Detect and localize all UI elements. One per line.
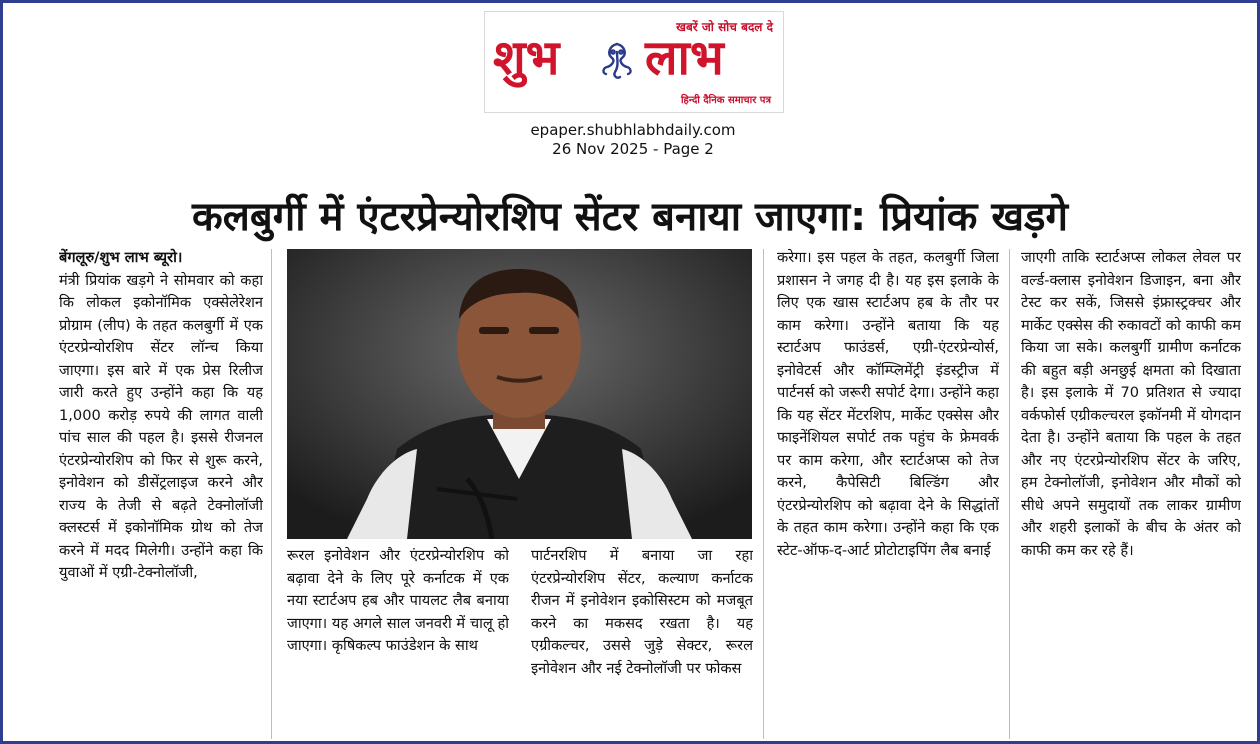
article-col1-text: मंत्री प्रियांक खड़गे ने सोमवार को कहा कि लोकल इकोनॉमिक एक्सेलेरेशन प्रोग्राम (लीप) के तहत कलबुर्गी में एक एंटरप्रेन्योरशिप सेंटर लॉन्च किया जाएगा। इस बारे में एक प्रेस रिलीज जारी करते हुए उन्होंने कहा कि यह 1,000 करोड़ रुपये की लागत वाली पांच साल की पहल है। इससे रीजनल एंटरप्रेन्योरशिप को फिर से शुरू करने, इनोवेशन को डीसेंट्रलाइज करने और राज्य के तेजी से बढ़ते टेक्नोलॉजी क्लस्टर्स में इकोनॉमिक ग्रोथ को तेज करने में मदद मिलेगी। उन्होंने कहा कि युवाओं में एग्री-टेक्नोलॉजी,: [59, 271, 263, 581]
article-col3-text: पार्टनरशिप में बनाया जा रहा एंटरप्रेन्योरशिप सेंटर, कल्याण कर्नाटक रीजन में इनोवेशन इकोसिस्टम को मजबूत करने का मकसद रखता है। यह एग्रीकल्चर, उससे जुड़े सेक्टर, रूरल इनोवेशन और नई टेक्नोलॉजी पर फोकस: [531, 547, 753, 677]
article-column-4: [777, 247, 999, 741]
publication-info: [433, 121, 833, 159]
article-headline: कलबुर्गी में एंटरप्रेन्योरशिप सेंटर बनाया जाएगा: प्रियांक खड़गे: [192, 194, 1068, 240]
article-column-3: [531, 545, 753, 741]
article-column-1: [59, 247, 263, 741]
article-col4-text: करेगा। इस पहल के तहत, कलबुर्गी जिला प्रशासन ने जगह दी है। यह इस इलाके के लिए एक खास स्टार्टअप हब के तौर पर काम करेगा। उन्होंने बताया कि यह स्टार्टअप फाउंडर्स, एग्री-एंटरप्रेन्योर्स, इनोवेटर्स और कॉम्प्लिमेंट्री इंडस्ट्रीज में पार्टनर्स को जरूरी सपोर्ट देगा। उन्होंने कहा कि यह सेंटर मेंटरशिप, मार्केट एक्सेस और फाइनेंशियल सपोर्ट तक पहुंच के फ्रेमवर्क पर काम करेगा, और स्टार्टअप्स को तेज करने, कैपेसिटी बिल्डिंग और एंटरप्रेन्योरशिप को बढ़ावा देने के सिद्धांतों के तहत काम करेगा। उन्होंने कहा कि एक स्टेट-ऑफ-द-आर्ट प्रोटोटाइपिंग लैब बनाई: [777, 249, 999, 559]
masthead-name-left: शुभ: [493, 30, 560, 86]
masthead-subtitle: हिन्दी दैनिक समाचार पत्र: [680, 95, 771, 106]
speaker-portrait-photo: [287, 249, 752, 539]
column-divider: [1009, 249, 1010, 739]
column-divider: [763, 249, 764, 739]
masthead-name-right: लाभ: [645, 30, 724, 86]
publication-url[interactable]: epaper.shubhlabhdaily.com: [530, 121, 736, 139]
article-col2-text: रूरल इनोवेशन और एंटरप्रेन्योरशिप को बढ़ावा देने के लिए पूरे कर्नाटक में एक नया स्टार्टअप हब और पायलट लैब बनाया जाएगा। यह अगले साल जनवरी में चालू हो जाएगा। कृषिकल्प फाउंडेशन के साथ: [287, 547, 509, 654]
publication-date-page: 26 Nov 2025 - Page 2: [552, 140, 714, 158]
masthead-logo: [484, 11, 784, 113]
article-col5-text: जाएगी ताकि स्टार्टअप्स लोकल लेवल पर वर्ल्ड-क्लास इनोवेशन डिजाइन, बना और टेस्ट कर सकें, जिससे इंफ्रास्ट्रक्चर और मार्केट एक्सेस की रुकावटों को काफी कम किया जा सके। कलबुर्गी ग्रामीण कर्नाटक की बहुत बड़ी अनछुई क्षमता को दिखाता है। इस इलाके में 70 प्रतिशत से ज्यादा वर्कफोर्स एग्रीकल्चरल इकॉनमी में योगदान देता है। उन्होंने बताया कि पहल के तहत और नए एंटरप्रेन्योरशिप सेंटर के जरिए, हम टेक्नोलॉजी, इनोवेशन और मौकों को सीधे अपने समुदायों तक लाकर ग्रामीण और शहरी इलाकों के बीच के अंतर को काफी कम कर रहे हैं।: [1021, 249, 1241, 559]
article-column-2: [287, 545, 509, 741]
article-dateline: बेंगलूरु/शुभ लाभ ब्यूरो।: [59, 249, 183, 266]
article-column-5: [1021, 247, 1241, 741]
masthead-tagline: खबरें जो सोच बदल दे: [676, 20, 773, 34]
ganesha-emblem-icon: [597, 40, 637, 82]
column-divider: [271, 249, 272, 739]
photo-illustration: [287, 249, 752, 539]
